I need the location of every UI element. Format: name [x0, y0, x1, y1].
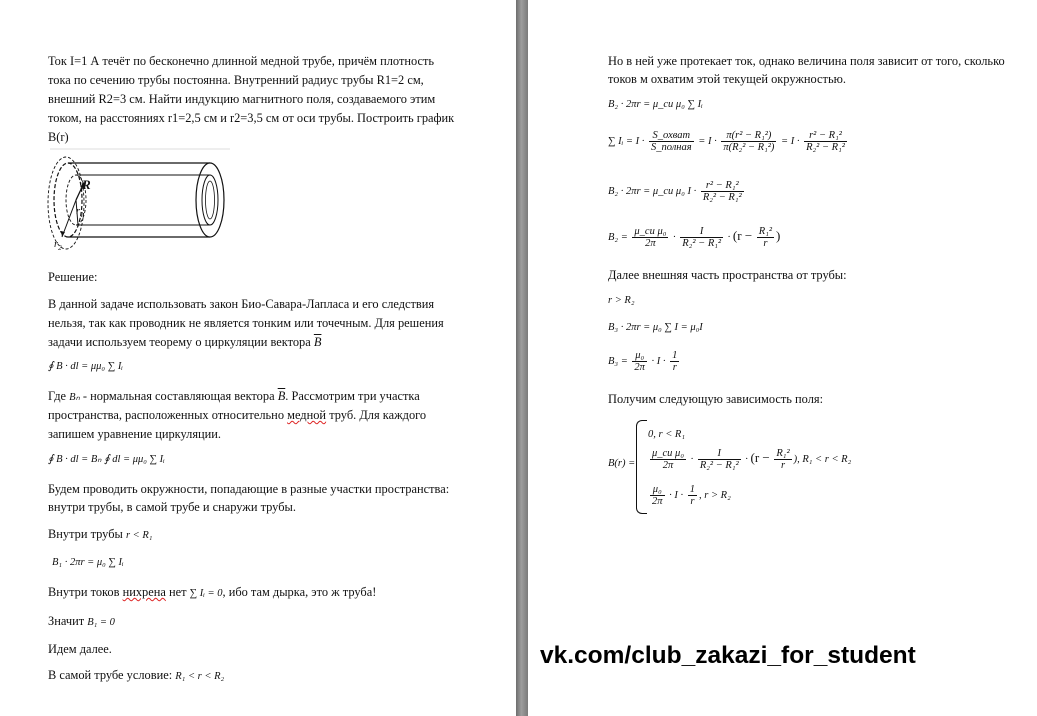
watermark-link: vk.com/club_zakazi_for_student	[540, 642, 916, 669]
para1-line-3	[48, 333, 321, 352]
case2-frac3-den: r	[780, 460, 786, 471]
para1-line-1: В данной задаче использовать закон Био-Савара-Лапласа и его следствия	[48, 297, 435, 311]
eq4-frac1-num: μ_си μ₀	[634, 226, 667, 237]
piecewise-case-1: 0, r < R₁	[648, 429, 685, 440]
piecewise-case-2: $\frac{\text{μ\_си μ₀}}{2\pi}$ · $\frac{I}{\text{R₂² − R₁²}}$ · (r − $\frac{\text{R₁²}}{r}$ ), R₁ < r < R₂	[652, 448, 852, 471]
outer-condition: r > R₂	[608, 295, 635, 306]
formula-inside: B₁ · 2πr = μ₀ ∑ Iᵢ	[52, 557, 124, 568]
fig-label-r2: $r_2$	[54, 239, 62, 253]
eq-b3-circulation: B₃ · 2πr = μ₀ ∑ I = μ₀I	[608, 322, 703, 333]
eq4-paren: (r −	[732, 227, 753, 243]
problem-line-5: B(r)	[48, 130, 69, 144]
no-current-b: нет	[168, 585, 187, 599]
eq6-mid: · I ·	[651, 355, 666, 367]
inside-label-text: Внутри трубы	[48, 527, 123, 541]
page-gutter	[516, 0, 528, 716]
inside-label	[48, 525, 152, 546]
eq6-frac1-den: 2π	[634, 362, 645, 373]
solution-heading: Решение:	[48, 270, 98, 284]
para2-where: Где	[48, 389, 67, 403]
eq2-frac3-num: r² − R₁²	[804, 130, 847, 142]
eq3-frac-den: R₂² − R₁²	[702, 192, 742, 203]
in-pipe-text: В самой трубе условие:	[48, 668, 173, 682]
no-current-c: , ибо там дырка, это ж труба!	[222, 585, 377, 599]
problem-line-2: тока по сечению трубы постоянна. Внутренний радиус трубы R1=2 см,	[48, 73, 424, 87]
intro-line-1: Но в ней уже протекает ток, однако величина поля зависит от того, сколько	[608, 54, 1005, 68]
spellcheck-word-nihrena: нихрена	[122, 585, 166, 599]
eq2-frac2-den: π(R₂² − R₁²)	[723, 142, 775, 153]
case3-frac2-den: r	[690, 496, 695, 507]
para2-line-2	[48, 406, 426, 425]
hence-text: Значит	[48, 614, 85, 628]
para3-line-1: Будем проводить окружности, попадающие в разные участки пространства:	[48, 482, 450, 496]
case2-paren: (r −	[750, 449, 770, 465]
piecewise-lhs: B(r) =	[608, 458, 636, 469]
inside-condition: r < R₁	[125, 530, 153, 541]
no-current-formula: ∑ Iᵢ = 0	[189, 588, 223, 599]
symbol-Bn: Bₙ	[69, 392, 80, 403]
eq4-frac1-den: 2π	[645, 238, 656, 249]
para2-line-2-text: пространства, расположенных относительно	[48, 408, 285, 422]
case2-frac2-den: R₂² − R₁²	[699, 460, 739, 471]
eq2-frac1	[649, 130, 694, 153]
pipe-figure	[40, 145, 240, 255]
para2-line-3: запишем уравнение циркуляции.	[48, 427, 222, 441]
para2-mid: - нормальная составляющая вектора	[82, 389, 275, 403]
next-line: Идем далее.	[48, 642, 112, 656]
eq2-frac2-num: π(r² − R₁²)	[721, 130, 776, 142]
result-text: Получим следующую зависимость поля:	[608, 392, 824, 406]
eq6-frac1-num: μ₀	[632, 350, 647, 362]
para1-line-2: нельзя, так как проводник не является тонким или точечным. Для решения	[48, 316, 444, 330]
case3-tail: , r > R₂	[699, 489, 731, 501]
para3-line-2: внутри трубы, в самой трубе и снаружи трубы.	[48, 500, 296, 514]
case2-frac2-num: I	[698, 448, 741, 460]
left-page	[0, 0, 516, 716]
case2-frac1	[650, 448, 686, 471]
case2-frac3-num: R₁²	[776, 448, 790, 459]
eq4-frac3	[757, 226, 774, 249]
in-pipe-formula: R₁ < r < R₂	[175, 671, 225, 682]
hence-line	[48, 612, 115, 633]
case2-frac3	[774, 448, 791, 471]
problem-line-1: Ток I=1 А течёт по бесконечно длинной медной трубе, причём плотность	[48, 54, 435, 68]
case2-frac2	[698, 448, 741, 471]
eq4-frac3-num: R₁²	[758, 226, 772, 237]
problem-line-3: внешний R2=3 см. Найти индукцию магнитного поля, создаваемого этим	[48, 92, 436, 106]
para2-end: . Рассмотрим три участка	[285, 389, 420, 403]
formula-circulation-2: ∮ B · dl = Bₙ ∮ dl = μμ₀ ∑ Iᵢ	[48, 454, 165, 465]
intro-line-2: токов м охватим этой текущей окружностью.	[608, 72, 846, 86]
eq6-frac1	[632, 350, 647, 373]
case2-frac1-den: 2π	[662, 460, 674, 471]
para1-line-3-text: задачи используем теорему о циркуляции вектора	[48, 335, 311, 349]
eq2-frac1-den: S_полная	[650, 142, 692, 153]
eq4-frac2	[680, 226, 723, 249]
eq-b3-result	[608, 350, 681, 373]
eq4-lhs: B₂ =	[608, 231, 628, 243]
eq4-frac3-den: r	[763, 238, 768, 249]
eq3-frac	[701, 180, 744, 203]
para2-line-1	[48, 387, 420, 408]
eq-b2-circulation: B₂ · 2πr = μ_си μ₀ ∑ Iᵢ	[608, 99, 703, 110]
no-current-a: Внутри токов	[48, 585, 120, 599]
outer-text: Далее внешняя часть пространства от трубы:	[608, 268, 847, 282]
case3-frac1-num: μ₀	[650, 484, 665, 496]
hence-formula: B₁ = 0	[87, 617, 115, 628]
case3-mid: · I ·	[669, 489, 684, 501]
in-pipe-line	[48, 666, 224, 687]
problem-line-4: током, на расстояниях r1=2,5 см и r2=3,5 см от оси трубы. Построить график	[48, 111, 455, 125]
eq6-frac2	[670, 350, 679, 373]
eq-b2-result: B₂ = $\frac{\text{μ\_си μ₀}}{2\pi}$ · $\frac{I}{\text{R₂² − R₁²}}$ · (r − $\frac{\text{R₁²}}{r}$ )	[608, 226, 781, 249]
case3-frac1-den: 2π	[652, 496, 663, 507]
case3-frac2-num: 1	[689, 484, 696, 495]
eq2-frac2	[721, 130, 776, 153]
case3-frac1	[650, 484, 665, 507]
fig-label-R: R	[82, 177, 91, 192]
eq3-frac-num: r² − R₁²	[701, 180, 744, 192]
eq-b2-substituted	[608, 180, 746, 203]
case2-frac1-num: μ_си μ₀	[652, 448, 684, 459]
spellcheck-word-mednoy: медной	[287, 408, 327, 422]
piecewise-brace	[636, 420, 647, 514]
formula-circulation: ∮ B · dl = μμ₀ ∑ Iᵢ	[48, 361, 123, 372]
eq2-mid: = I ·	[698, 135, 717, 147]
case2-tail: ), R₁ < r < R₂	[793, 453, 852, 465]
eq2-frac1-num: S_охват	[649, 130, 694, 142]
eq2-lhs: ∑ Iᵢ = I ·	[608, 135, 645, 147]
eq4-frac1	[632, 226, 668, 249]
piecewise-case-3	[648, 484, 731, 507]
eq-sum-current	[608, 130, 849, 153]
vector-B-2: $\overline{B}$	[277, 389, 286, 403]
eq4-frac2-den: R₂² − R₁²	[682, 238, 722, 249]
case3-frac2	[688, 484, 697, 507]
eq2-frac3-den: R₂² − R₁²	[806, 142, 845, 153]
eq4-frac2-num: I	[680, 226, 723, 238]
eq2-mid2: = I ·	[781, 135, 800, 147]
right-page	[528, 0, 1037, 716]
eq2-frac3	[804, 130, 847, 153]
vector-B: $\overline{B}$	[313, 335, 322, 349]
eq6-lhs: B₃ =	[608, 355, 628, 367]
eq6-frac2-num: 1	[672, 350, 678, 361]
eq3-lhs: B₂ · 2πr = μ_си μ₀ I ·	[608, 185, 697, 197]
fig-label-r1: $r_1$	[76, 206, 84, 220]
para2-line-2-end: труб. Для каждого	[329, 408, 427, 422]
eq6-frac2-den: r	[672, 362, 677, 373]
no-current-line	[48, 583, 376, 604]
